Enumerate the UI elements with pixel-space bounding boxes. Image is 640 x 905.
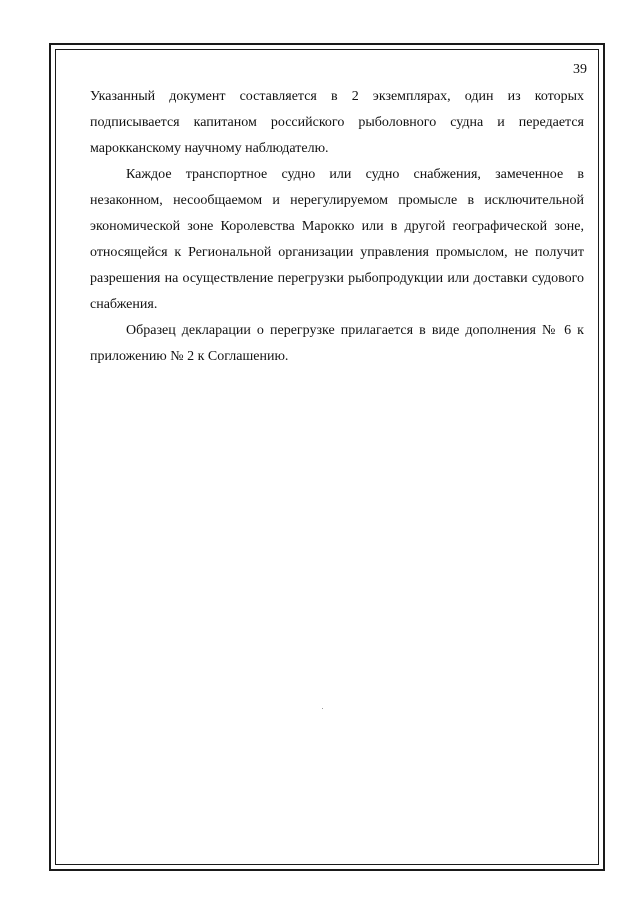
paragraph-declaration-sample: Образец декларации о перегрузке прилагается в виде дополнения № 6 к приложению № 2 к Соглашению. (90, 323, 584, 364)
scan-speck (322, 708, 323, 709)
paragraph-document-copies: Указанный документ составляется в 2 экземплярах, один из которых подписывается капитаном российского рыболовного судна и передается марокканскому научному наблюдателю. (90, 89, 584, 156)
paragraph-vessel-restriction: Каждое транспортное судно или судно снабжения, замеченное в незаконном, несообщаемом и нерегулируемом промысле в исключительной экономической зоне Королевства Марокко или в другой географической зоне, относящейся к Региональной организации управления промыслом, не получит разрешения на осуществление перегрузки рыбопродукции или доставки судового снабжения. (90, 167, 584, 312)
document-body (90, 84, 584, 370)
page-number: 39 (573, 62, 587, 77)
